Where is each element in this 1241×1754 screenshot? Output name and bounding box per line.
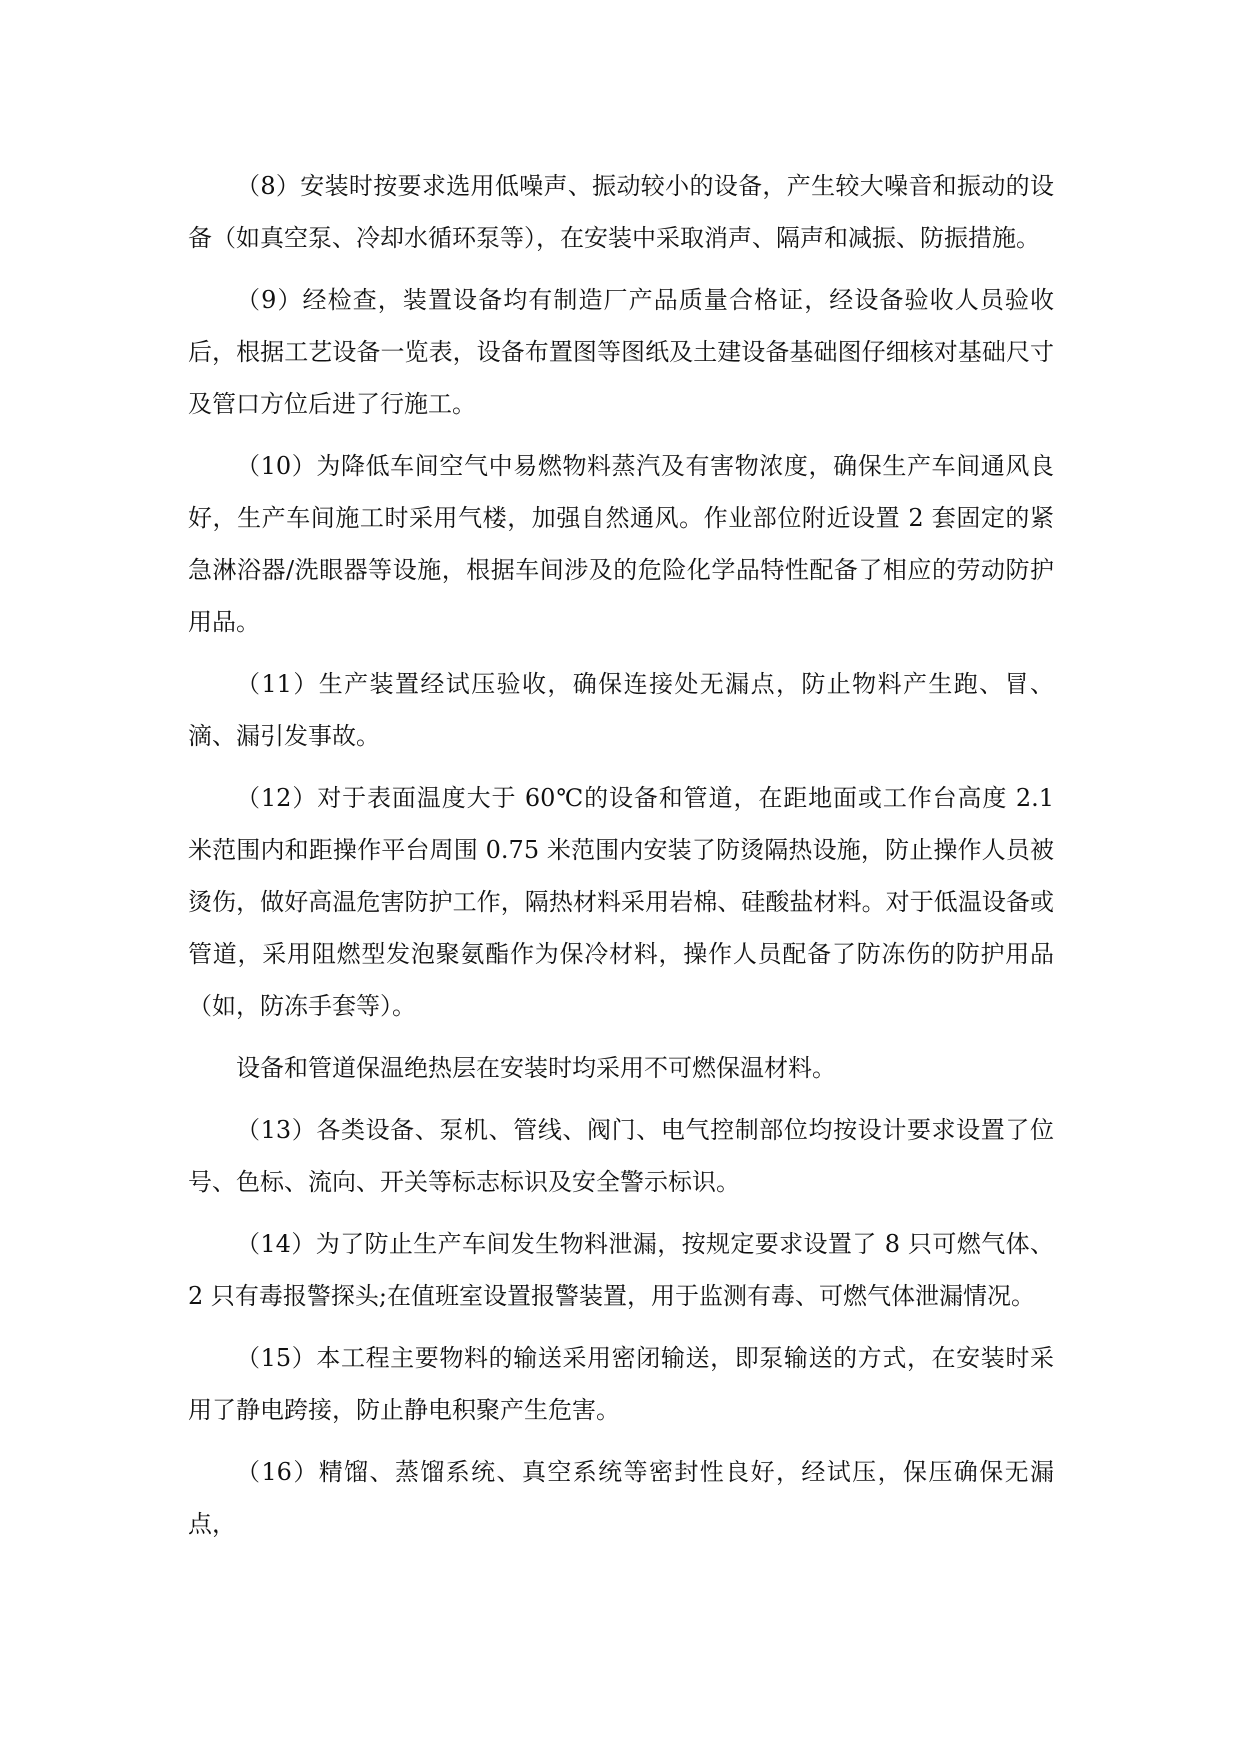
paragraph-11: （11）生产装置经试压验收，确保连接处无漏点，防止物料产生跑、冒、滴、漏引发事故。	[188, 670, 1054, 750]
paragraph-14: （14）为了防止生产车间发生物料泄漏，按规定要求设置了 8 只可燃气体、2 只有毒报警探头;在值班室设置报警装置，用于监测有毒、可燃气体泄漏情况。	[188, 1230, 1054, 1310]
document-body	[188, 160, 1054, 1560]
paragraph-9: （9）经检查，装置设备均有制造厂产品质量合格证，经设备验收人员验收后，根据工艺设备一览表，设备布置图等图纸及土建设备基础图仔细核对基础尺寸及管口方位后进了行施工。	[188, 286, 1054, 418]
paragraph-8: （8）安装时按要求选用低噪声、振动较小的设备，产生较大噪音和振动的设备（如真空泵、冷却水循环泵等），在安装中采取消声、隔声和减振、防振措施。	[188, 172, 1054, 252]
paragraph-insulation-note: 设备和管道保温绝热层在安装时均采用不可燃保温材料。	[236, 1054, 836, 1082]
paragraph-16: （16）精馏、蒸馏系统、真空系统等密封性良好，经试压，保压确保无漏点，	[188, 1458, 1054, 1538]
paragraph-12: （12）对于表面温度大于 60℃的设备和管道，在距地面或工作台高度 2.1 米范围内和距操作平台周围 0.75 米范围内安装了防烫隔热设施，防止操作人员被烫伤，做好高温危害防护工作，隔热材料采用岩棉、硅酸盐材料。对于低温设备或管道，采用阻燃型发泡聚氨酯作为保冷材料，操作人员配备了防冻伤的防护用品（如，防冻手套等）。	[188, 784, 1054, 1020]
paragraph-13: （13）各类设备、泵机、管线、阀门、电气控制部位均按设计要求设置了位号、色标、流向、开关等标志标识及安全警示标识。	[188, 1116, 1054, 1196]
paragraph-15: （15）本工程主要物料的输送采用密闭输送，即泵输送的方式，在安装时采用了静电跨接，防止静电积聚产生危害。	[188, 1344, 1054, 1424]
paragraph-10: （10）为降低车间空气中易燃物料蒸汽及有害物浓度，确保生产车间通风良好，生产车间施工时采用气楼，加强自然通风。作业部位附近设置 2 套固定的紧急淋浴器/洗眼器等设施，根据车间涉及的危险化学品特性配备了相应的劳动防护用品。	[188, 452, 1054, 636]
